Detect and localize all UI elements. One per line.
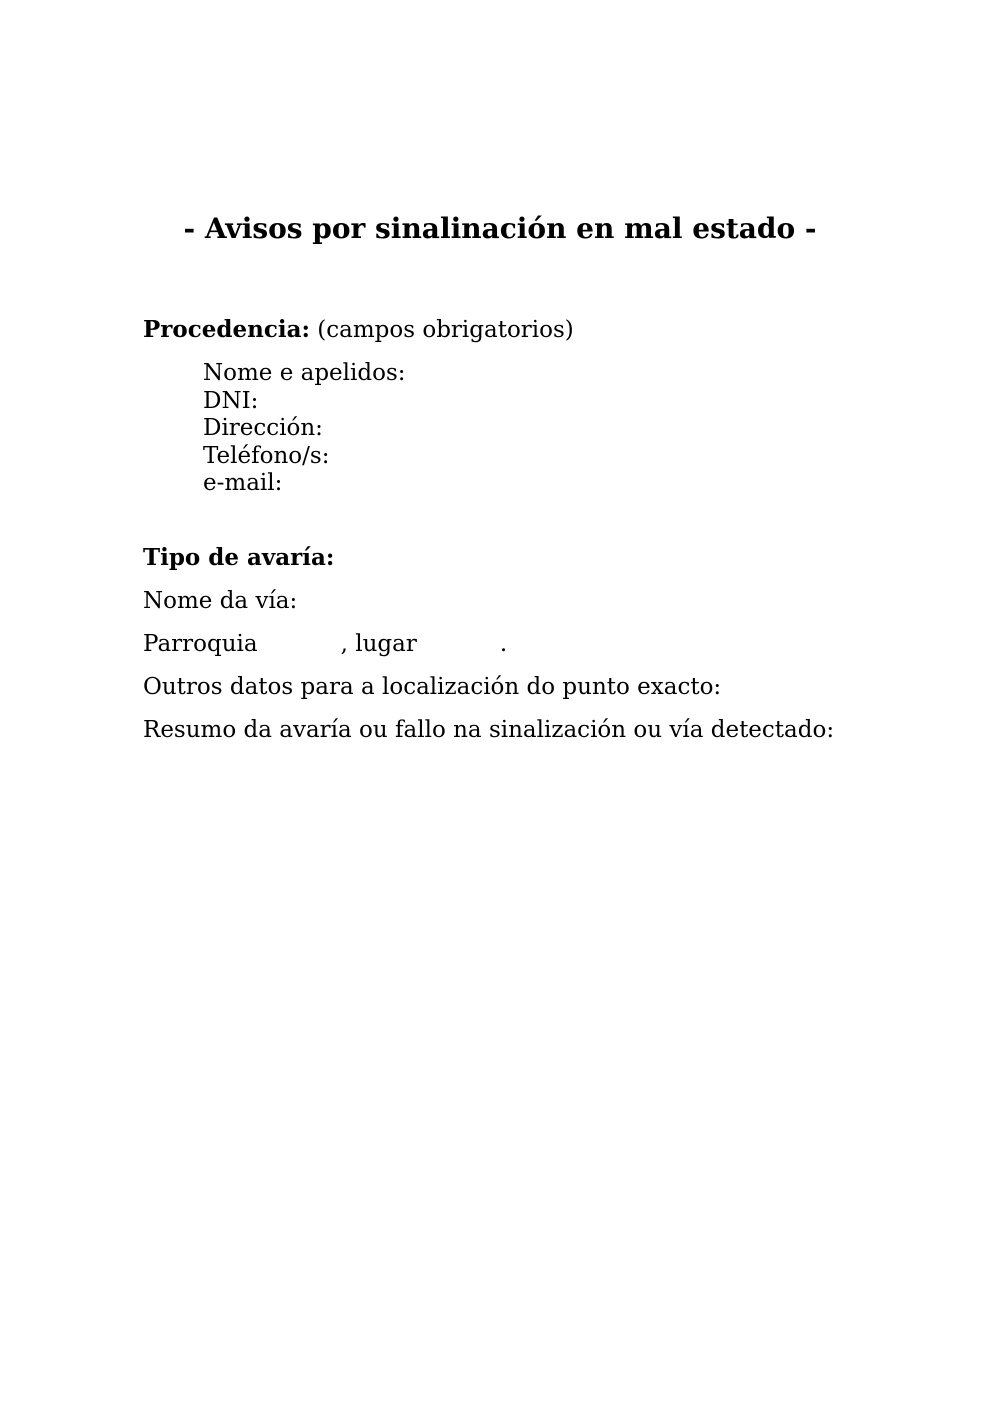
document-title: - Avisos por sinalinación en mal estado - — [183, 212, 817, 245]
field-nome-apelidos: Nome e apelidos: — [203, 360, 406, 386]
nome-via-label: Nome da vía: — [143, 588, 298, 614]
procedencia-heading — [143, 316, 574, 344]
procedencia-label: Procedencia: — [143, 316, 310, 343]
field-email: e-mail: — [203, 470, 283, 496]
field-telefono: Teléfono/s: — [203, 443, 330, 469]
parroquia-label: Parroquia — [143, 631, 258, 657]
tipo-avaria-heading: Tipo de avaría: — [143, 544, 335, 571]
outros-datos-label: Outros datos para a localización do punto exacto: — [143, 674, 722, 700]
field-dni: DNI: — [203, 388, 259, 414]
lugar-label: , lugar — [340, 631, 417, 657]
resumo-label: Resumo da avaría ou fallo na sinalización ou vía detectado: — [143, 717, 835, 743]
lugar-end: . — [499, 631, 508, 657]
parroquia-line — [143, 630, 507, 658]
procedencia-note: (campos obrigatorios) — [309, 317, 574, 343]
field-direccion: Dirección: — [203, 415, 323, 441]
